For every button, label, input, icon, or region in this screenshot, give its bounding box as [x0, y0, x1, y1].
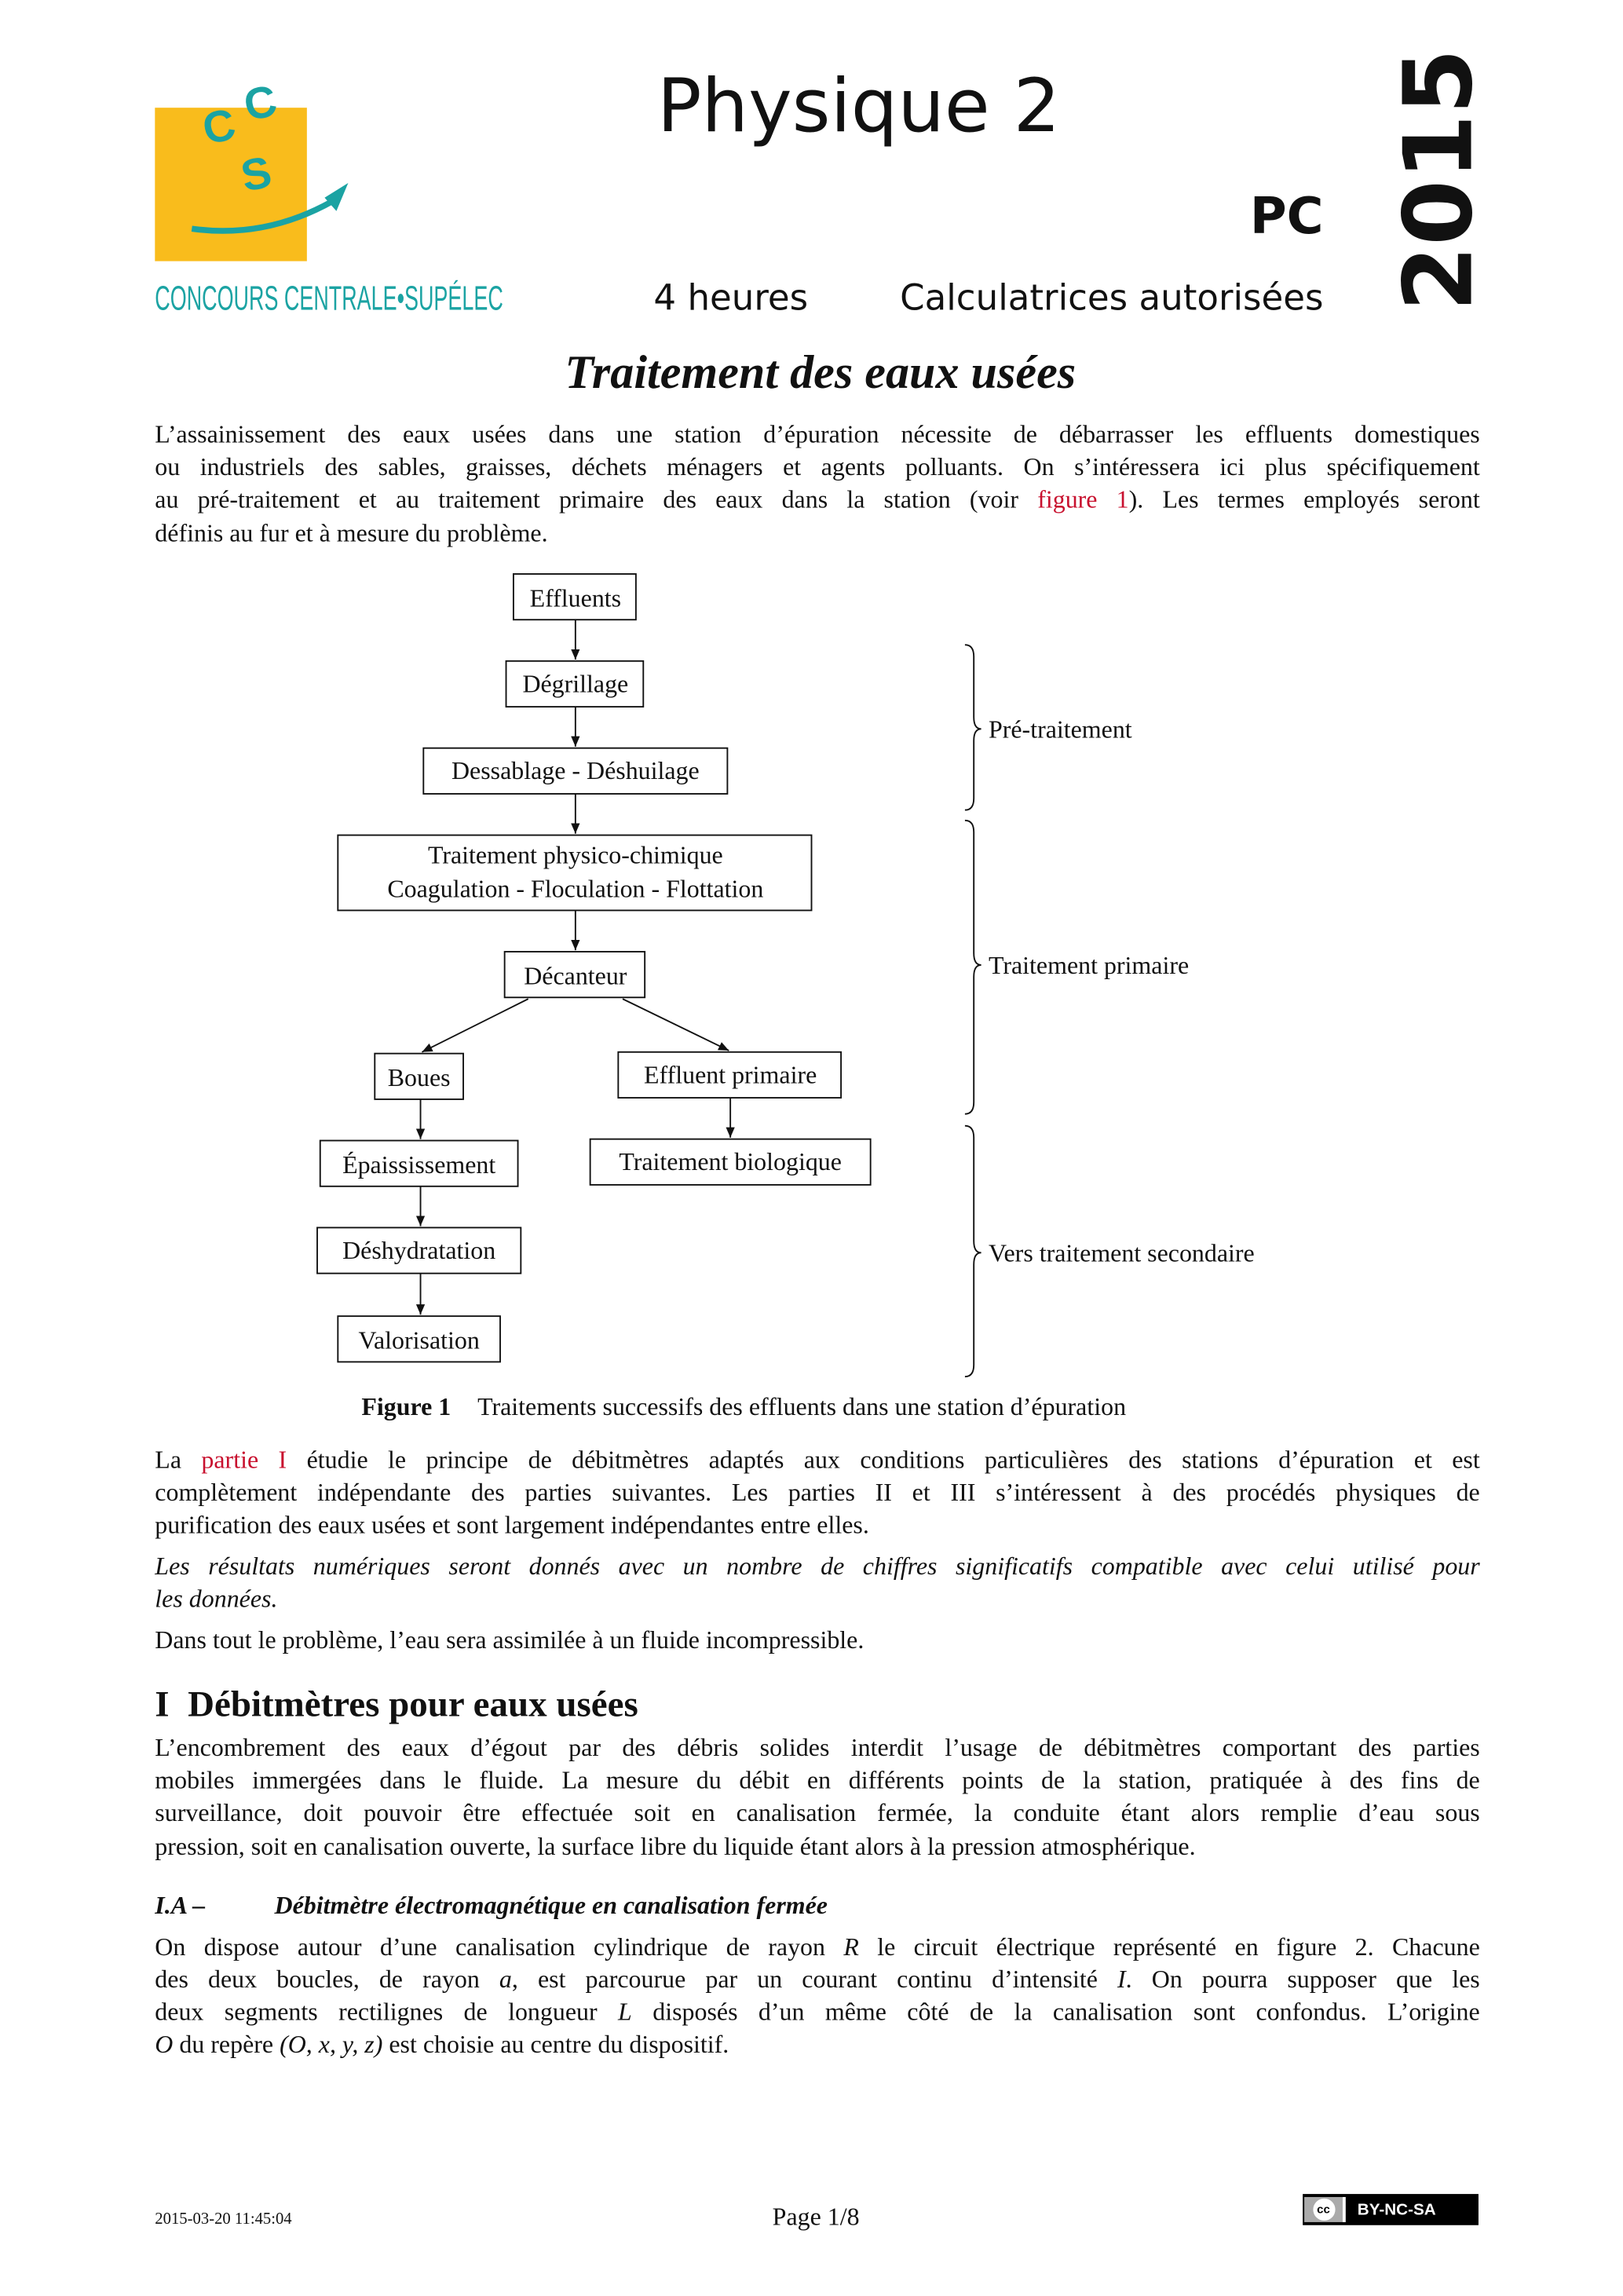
footer-timestamp: 2015-03-20 11:45:04 — [155, 2210, 292, 2228]
brace-secondaire — [965, 1126, 981, 1377]
brace-label-pretraitement: Pré-traitement — [988, 715, 1132, 744]
math-a: a — [499, 1965, 512, 1994]
brace-label-primaire: Traitement primaire — [988, 952, 1190, 980]
text: La — [155, 1446, 202, 1475]
math-L: L — [618, 1998, 632, 2026]
caption-text: Traitements successifs des effluents dans une station d’épuration — [477, 1392, 1127, 1421]
paragraph-line: pression, soit en canalisation ouverte, la surface libre du liquide étant alors à la pression atmosphérique. — [155, 1832, 1196, 1861]
label-effluents: Effluents — [529, 584, 622, 612]
label-boues: Boues — [387, 1064, 451, 1092]
paragraph-line: On dispose autour d’une canalisation cylindrique de rayon R le circuit électrique représenté en figure 2. Chacune — [155, 1932, 1480, 1961]
paragraph-line: Dans tout le problème, l’eau sera assimilée à un fluide incompressible. — [155, 1625, 865, 1654]
section-heading: I Débitmètres pour eaux usées — [155, 1684, 638, 1725]
label-dessablage: Dessablage - Déshuilage — [451, 757, 700, 785]
math-I: I — [1117, 1965, 1126, 1994]
track-label: PC — [1249, 187, 1324, 247]
text: au pré-traitement et au traitement primaire des eaux dans la station (voir — [155, 485, 1038, 514]
paragraph-line: O du repère (O, x, y, z) est choisie au centre du dispositif. — [155, 2030, 729, 2059]
intro-line: définis au fur et à mesure du problème. — [155, 519, 548, 548]
figure-1-link[interactable]: figure 1 — [1037, 485, 1129, 514]
license-badge — [1303, 2194, 1479, 2225]
subsection-number: I.A – — [155, 1891, 206, 1920]
paragraph-line: deux segments rectilignes de longueur L disposés d’un même côté de la canalisation sont confondus. L’origine — [155, 1998, 1480, 2026]
brace-primaire — [965, 821, 981, 1114]
partie-1-link[interactable]: partie I — [201, 1446, 287, 1475]
logo-wordmark: CONCOURS CENTRALE•SUPÉLEC — [155, 280, 503, 318]
brace-pretraitement — [965, 645, 981, 810]
label-effluent-primaire: Effluent primaire — [644, 1061, 817, 1089]
label-physico-1: Traitement physico-chimique — [427, 841, 723, 869]
text: ). Les termes employés seront — [1128, 485, 1480, 514]
paragraph-line: complètement indépendante des parties suivantes. Les parties II et III s’intéressent à des procédés physiques de — [155, 1478, 1480, 1507]
svg-text:S: S — [236, 146, 276, 202]
intro-line: ou industriels des sables, graisses, déchets ménagers et agents polluants. On s’intéressera ici plus spécifiquement — [155, 452, 1480, 481]
note-line: Les résultats numériques seront donnés avec un nombre de chiffres significatifs compatible avec celui utilisé pour — [155, 1552, 1480, 1581]
license-text: BY-NC-SA — [1357, 2200, 1436, 2219]
footer-page-number: Page 1/8 — [772, 2203, 860, 2232]
label-valorisation: Valorisation — [358, 1326, 480, 1355]
document-title: Traitement des eaux usées — [565, 345, 1077, 399]
math-O: O — [155, 2030, 174, 2059]
svg-text:C: C — [198, 98, 240, 154]
intro-line: L’assainissement des eaux usées dans une station d’épuration nécessite de débarrasser les effluents domestiques — [155, 420, 1480, 449]
svg-text:C: C — [239, 75, 281, 130]
calculators-note: Calculatrices autorisées — [900, 277, 1324, 319]
label-physico-2: Coagulation - Floculation - Flottation — [387, 875, 764, 903]
duration: 4 heures — [653, 277, 809, 319]
subject-title: Physique 2 — [656, 63, 1061, 149]
label-epaississement: Épaississement — [342, 1150, 496, 1179]
text: étudie le principe de débitmètres adaptés aux conditions particulières des stations d’épuration et est — [287, 1446, 1480, 1475]
paragraph-line: des deux boucles, de rayon a, est parcourue par un courant continu d’intensité I. On pourra supposer que les — [155, 1965, 1480, 1994]
subsection-heading — [155, 1890, 828, 1922]
paragraph-line — [155, 1445, 1479, 1477]
math-R: R — [843, 1932, 859, 1961]
paragraph-line: surveillance, doit pouvoir être effectuée soit en canalisation fermée, la conduite étant alors remplie d’eau sous — [155, 1798, 1480, 1827]
paragraph-line: L’encombrement des eaux d’égout par des débris solides interdit l’usage de débitmètres comportant des parties — [155, 1733, 1480, 1762]
paragraph-line: mobiles immergées dans le fluide. La mesure du débit en différents points de la station, pratiquée à des fins de — [155, 1766, 1480, 1794]
label-decanteur: Décanteur — [524, 962, 627, 990]
paragraph-line: purification des eaux usées et sont largement indépendantes entre elles. — [155, 1511, 869, 1539]
cc-icon: cc — [1304, 2197, 1346, 2222]
brace-label-secondaire: Vers traitement secondaire — [988, 1239, 1255, 1267]
label-deshydratation: Déshydratation — [342, 1236, 496, 1264]
note-line: les données. — [155, 1585, 278, 1613]
caption-label: Figure 1 — [361, 1392, 451, 1421]
math-frame: (O, x, y, z) — [280, 2030, 383, 2059]
label-degrillage: Dégrillage — [522, 670, 629, 698]
subsection-title: Débitmètre électromagnétique en canalisation fermée — [274, 1891, 828, 1920]
year-label: 2015 — [1385, 48, 1495, 312]
label-traitement-biologique: Traitement biologique — [619, 1148, 842, 1176]
figure-1-caption — [361, 1391, 1126, 1424]
